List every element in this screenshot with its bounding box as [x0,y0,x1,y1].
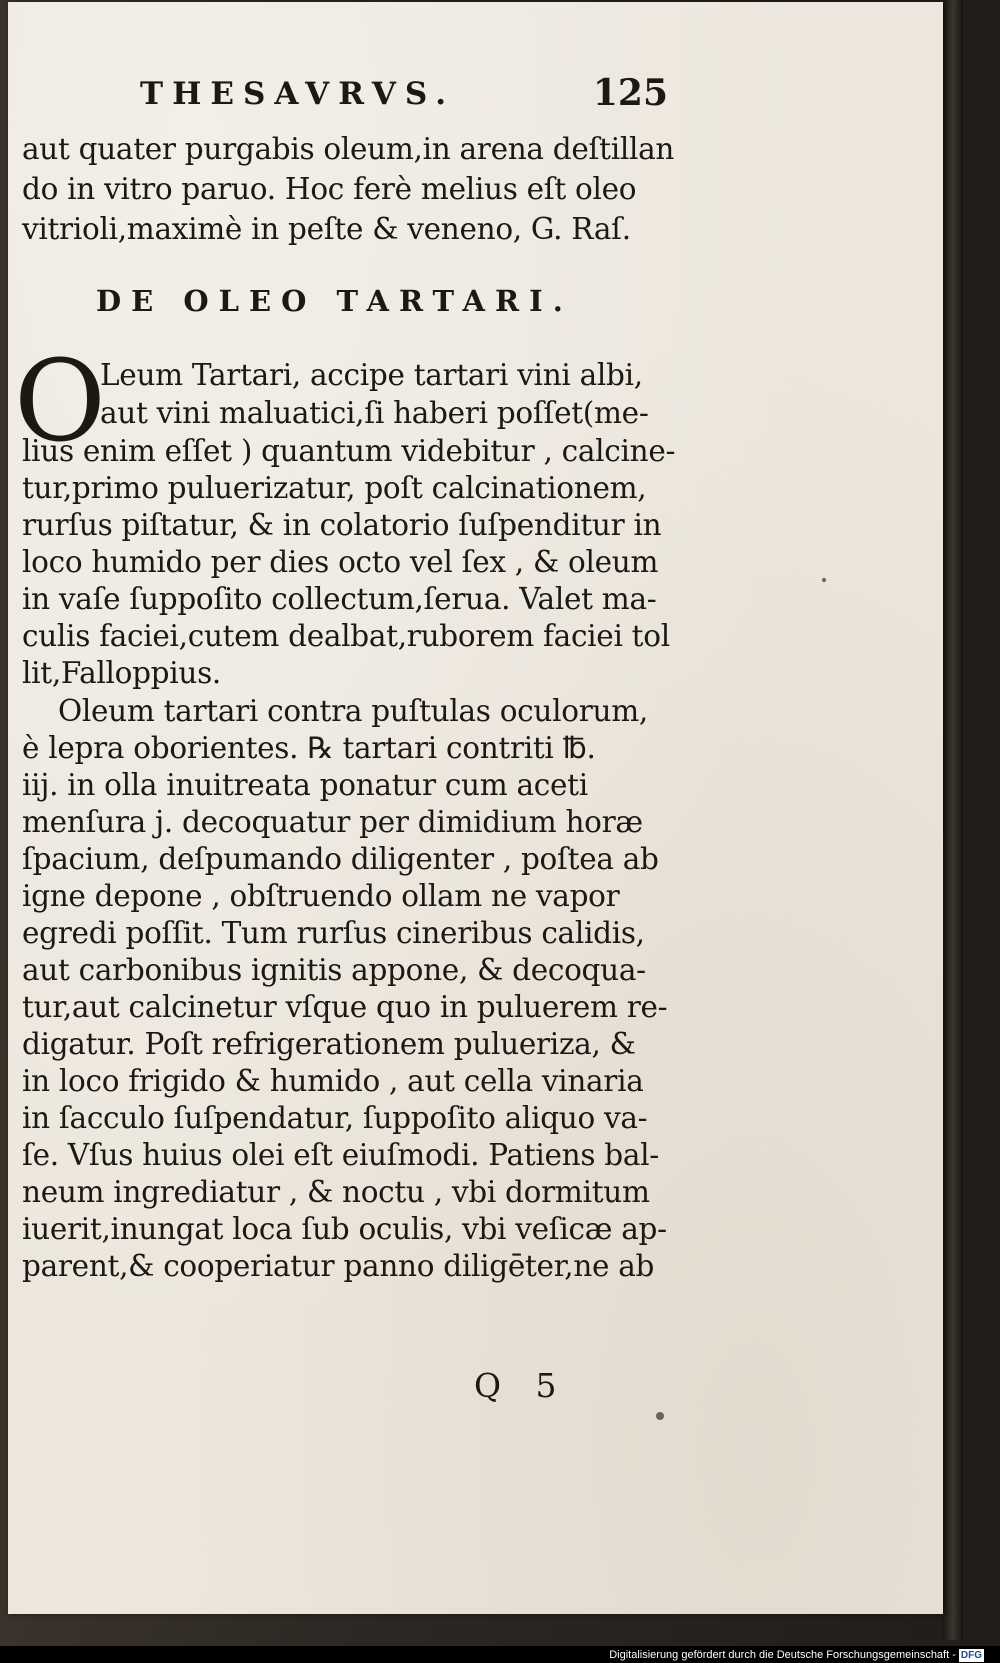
book-spine-edge [943,0,963,1640]
page-number: 125 [592,72,668,114]
text-line: rurſus piſtatur, & in colatorio ſuſpenditur in [22,508,662,542]
text-line: do in vitro paruo. Hoc ferè melius eſt oleo [22,172,637,206]
credit-text: Digitalisierung gefördert durch die Deutsche Forschungsgemeinschaft - [609,1649,956,1661]
text-line: loco humido per dies octo vel ſex , & oleum [22,545,659,579]
paper-blemish [656,1412,664,1420]
digitization-credit [605,1647,986,1663]
text-line: ſpacium, deſpumando diligenter , poſtea ab [22,842,659,876]
text-line: iuerit,inungat loca ſub oculis, vbi veſicæ ap- [22,1212,667,1246]
text-line: Oleum tartari contra puſtulas oculorum, [58,694,648,728]
paper-blemish [822,578,826,582]
drop-cap-initial: O [14,337,106,467]
text-line: lit,Falloppius. [22,656,222,690]
text-line: parent,& cooperiatur panno diligēter,ne ab [22,1249,655,1283]
text-line: in loco frigido & humido , aut cella vinaria [22,1064,644,1098]
text-line: lius enim eſſet ) quantum videbitur , calcine- [22,434,676,468]
text-line: egredi poſſit. Tum rurſus cineribus calidis, [22,916,645,950]
text-line: neum ingrediatur , & noctu , vbi dormitum [22,1175,650,1209]
text-line: tur,aut calcinetur vſque quo in puluerem re- [22,990,668,1024]
running-head-title: THESAVRVS. [140,76,456,112]
section-heading: DE OLEO TARTARI. [96,284,573,318]
text-line: vitrioli,maximè in peſte & veneno, G. Raſ. [22,212,631,246]
text-line: tur,primo puluerizatur, poſt calcinationem, [22,471,647,505]
text-line: Leum Tartari, accipe tartari vini albi, [100,358,643,392]
dfg-logo: DFG [960,1649,982,1661]
text-line: igne depone , obſtruendo ollam ne vapor [22,879,620,913]
text-line: è lepra oborientes. ℞ tartari contriti ℔. [22,731,596,765]
text-line: aut quater purgabis oleum,in arena deſtillan [22,132,675,166]
text-line: aut carbonibus ignitis appone, & decoqua- [22,953,646,987]
text-line: in ſacculo ſuſpendatur, ſuppoſito aliquo va- [22,1101,648,1135]
running-head [140,72,668,122]
signature-mark: Q 5 [474,1366,569,1405]
text-line: digatur. Poſt refrigerationem pulueriza, & [22,1027,636,1061]
text-line: iij. in olla inuitreata ponatur cum aceti [22,768,588,802]
text-line: in vaſe ſuppoſito collectum,ſerua. Valet ma- [22,582,657,616]
text-line: menſura j. decoquatur per dimidium horæ [22,805,643,839]
text-line: culis faciei,cutem dealbat,ruborem faciei tol [22,619,670,653]
text-line: ſe. Vſus huius olei eſt eiuſmodi. Patiens bal- [22,1138,659,1172]
text-line: aut vini maluatici,ſi haberi poſſet(me- [100,396,649,430]
